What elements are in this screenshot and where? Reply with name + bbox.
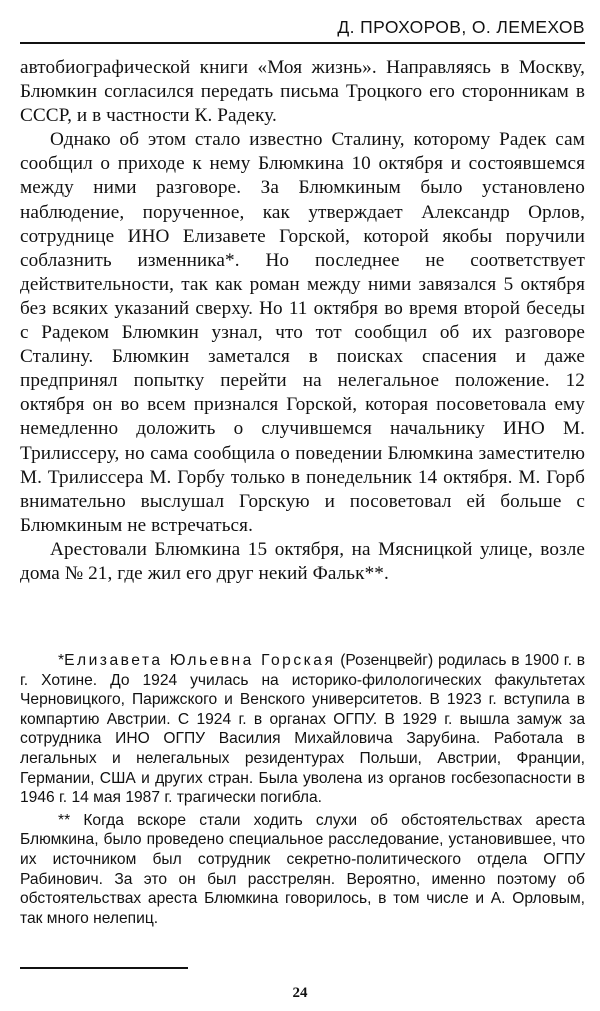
footnote-1-name: Елизавета Юльевна Горская	[64, 652, 336, 669]
running-header: Д. ПРОХОРОВ, О. ЛЕМЕХОВ	[337, 17, 585, 37]
footnote-2: ** Когда вскоре стали ходить слухи об обстоятельствах ареста Блюмкина, было проведено специальное расследование, установившее, что их источником был сотрудник секретно-политического отдела ОГПУ Рабинович. За это он был расстрелян. Вероятно, именно поэтому об обстоятельствах ареста Блюмкина говорилось, в том числе и А. Орловым, так много нелепиц.	[20, 811, 585, 927]
footnote-1-text: (Розенцвейг) родилась в 1900 г. в г. Хотине. До 1924 училась на историко-филологических факультетах Черновицкого, Парижского и Венского университетов. В 1923 г. вступила в компартию Австрии. С 1924 г. в органах ОГПУ. В 1929 г. вышла замуж за сотрудника ИНО ОГПУ Василия Михайловича Зарубина. Работала в легальных и нелегальных резидентурах Польши, Австрии, Франции, Германии, США и других стран. Была уволена из органов госбезопасности в 1946 г. 14 мая 1987 г. трагически погибла.	[20, 652, 585, 807]
footnote-1-marker: *	[58, 652, 65, 669]
footnotes	[20, 651, 585, 928]
footnote-1	[20, 651, 585, 808]
paragraph-3: Арестовали Блюмкина 15 октября, на Мясницкой улице, возле дома № 21, где жил его друг некий Фальк**.	[20, 538, 585, 584]
page-number: 24	[292, 985, 308, 1001]
main-text	[20, 56, 585, 586]
footnote-divider	[20, 967, 188, 969]
paragraph-1: автобиографической книги «Моя жизнь». Направляясь в Москву, Блюмкин согласился передать письма Троцкого его сторонникам в СССР, и в частности К. Радеку.	[20, 57, 585, 127]
header-divider	[20, 42, 585, 44]
paragraph-2: Однако об этом стало известно Сталину, которому Радек сам сообщил о приходе к нему Блюмкина 10 октября и состоявшемся между ними разговоре. За Блюмкиным было установлено наблюдение, порученное, как утверждает Александр Орлов, сотруднице ИНО Елизавете Горской, которой якобы поручили соблазнить изменника*. Но последнее не соответствует действительности, так как роман между ними завязался 5 октября без всяких указаний сверху. Но 11 октября во время второй беседы с Радеком Блюмкин узнал, что тот сообщил об их разговоре Сталину. Блюмкин заметался в поисках спасения и даже предпринял попытку перейти на нелегальное положение. 12 октября он во всем признался Горской, которая посоветовала ему немедленно доложить о случившемся начальнику ИНО М. Трилиссеру, но сама сообщила о поведении Блюмкина заместителю М. Трилиссера М. Горбу только в понедельник 14 октября. М. Горб внимательно выслушал Горскую и посоветовал ей больше с Блюмкиным не встречаться.	[20, 129, 585, 536]
